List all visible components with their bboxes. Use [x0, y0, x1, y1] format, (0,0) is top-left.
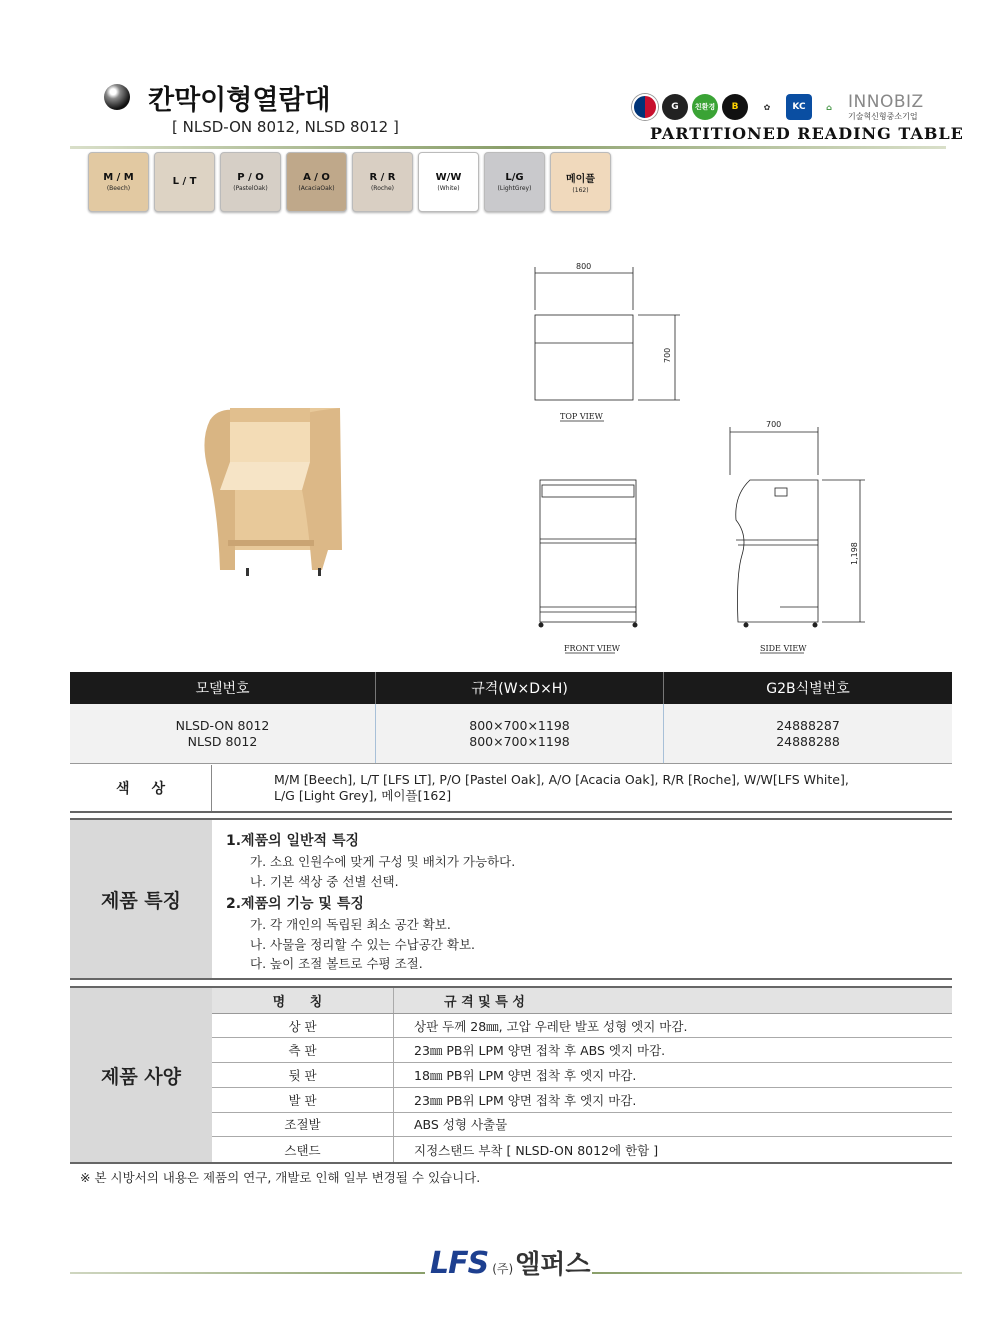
features-item: 나. 기본 색상 중 선별 선택. — [250, 873, 399, 889]
footer-divider-right — [592, 1272, 962, 1274]
features-item: 다. 높이 조절 볼트로 수평 조절. — [250, 956, 423, 971]
disability-enterprise-cert-icon: ✿ — [752, 94, 782, 120]
front-view-label: FRONT VIEW — [564, 644, 621, 653]
header-g2b: G2B식별번호 — [766, 681, 850, 697]
swatch-lt: L / T — [154, 152, 215, 212]
top-view-label: TOP VIEW — [560, 412, 603, 421]
spec-label: 제품 사양 — [70, 988, 212, 1162]
spec-row: 측 판 23㎜ PB위 LPM 양면 접착 후 ABS 엣지 마감. — [212, 1038, 952, 1063]
spec-row: 발 판 23㎜ PB위 LPM 양면 접착 후 엣지 마감. — [212, 1088, 952, 1113]
features-item: 나. 사물을 정리할 수 있는 수납공간 확보. — [250, 936, 475, 952]
swatch-mm: M / M (Beech) — [88, 152, 149, 212]
kc-cert-icon: KC — [786, 94, 812, 120]
page-title: 칸막이형열람대 — [148, 85, 331, 116]
cell-g2b: 24888287 24888288 — [776, 717, 840, 749]
cell-model: NLSD-ON 8012 NLSD 8012 — [70, 704, 376, 763]
features-heading-1: 1.제품의 일반적 특징 — [226, 833, 359, 849]
swatch-ww: W/W (White) — [418, 152, 479, 212]
eco-label-cert-icon: 친환경 — [692, 94, 718, 120]
color-row — [70, 765, 952, 813]
technical-drawings — [520, 255, 880, 665]
color-label: 색상 — [70, 765, 212, 811]
swatch-lg: L/G (LightGrey) — [484, 152, 545, 212]
swatch-po: P / O (PastelOak) — [220, 152, 281, 212]
side-view-label: SIDE VIEW — [760, 644, 807, 653]
features-label: 제품 특징 — [70, 820, 212, 978]
header-size: 규격(W×D×H) — [376, 672, 664, 704]
top-width-label: 800 — [576, 262, 592, 271]
features-item: 가. 각 개인의 독립된 최소 공간 확보. — [250, 917, 451, 932]
side-height-label: 1,198 — [850, 542, 859, 565]
g-mark-cert-icon: G — [662, 94, 688, 120]
spec-row: 조절발 ABS 성형 사출물 — [212, 1113, 952, 1138]
header-divider — [70, 146, 946, 149]
spec-table-header — [70, 672, 952, 704]
disclaimer-note: ※ 본 시방서의 내용은 제품의 연구, 개발로 인해 일부 변경될 수 있습니다. — [80, 1170, 481, 1185]
b-cert-icon: B — [722, 94, 748, 120]
color-values: M/M [Beech], L/T [LFS LT], P/O [Pastel Oak], A/O [Acacia Oak], R/R [Roche], W/W[LFS White], L/G [Light Grey], 메이플[162] — [274, 772, 849, 803]
features-heading-2: 2.제품의 기능 및 특징 — [226, 896, 364, 912]
features-item: 가. 소요 인원수에 맞게 구성 및 배치가 가능하다. — [250, 854, 516, 869]
top-depth-label: 700 — [663, 347, 672, 363]
color-swatches — [88, 152, 611, 212]
side-width-label: 700 — [766, 420, 782, 429]
cell-size: 800×700×1198 800×700×1198 — [376, 704, 664, 763]
company-logo: LFS (주) 엘퍼스 — [430, 1246, 591, 1281]
innobiz-logo: INNOBIZ 기술혁신형중소기업 — [848, 91, 924, 121]
swatch-maple: 메이플 (162) — [550, 152, 611, 212]
product-image — [190, 400, 350, 580]
certification-logos — [632, 92, 924, 122]
spec-table-row — [70, 704, 952, 764]
footer-divider-left — [70, 1272, 425, 1274]
title-bullet-icon — [104, 84, 130, 110]
english-title: PARTITIONED READING TABLE — [650, 124, 964, 143]
spec-row: 뒷 판 18㎜ PB위 LPM 양면 접착 후 엣지 마감. — [212, 1063, 952, 1088]
header-model: 모델번호 — [70, 672, 376, 704]
spec-header-row: 명 칭 규 격 및 특 성 — [212, 988, 952, 1014]
spec-row: 상 판 상판 두께 28㎜, 고압 우레탄 발포 성형 엣지 마감. — [212, 1014, 952, 1039]
spec-section — [70, 986, 952, 1164]
spec-row: 스탠드 지정스탠드 부착 [ NLSD-ON 8012에 한함 ] — [212, 1137, 952, 1162]
swatch-ao: A / O (AcaciaOak) — [286, 152, 347, 212]
korea-flag-cert-icon — [632, 94, 658, 120]
model-numbers: [ NLSD-ON 8012, NLSD 8012 ] — [172, 118, 399, 136]
swatch-rr: R / R (Roche) — [352, 152, 413, 212]
features-section — [70, 818, 952, 980]
building-cert-icon: ⌂ — [816, 94, 842, 120]
